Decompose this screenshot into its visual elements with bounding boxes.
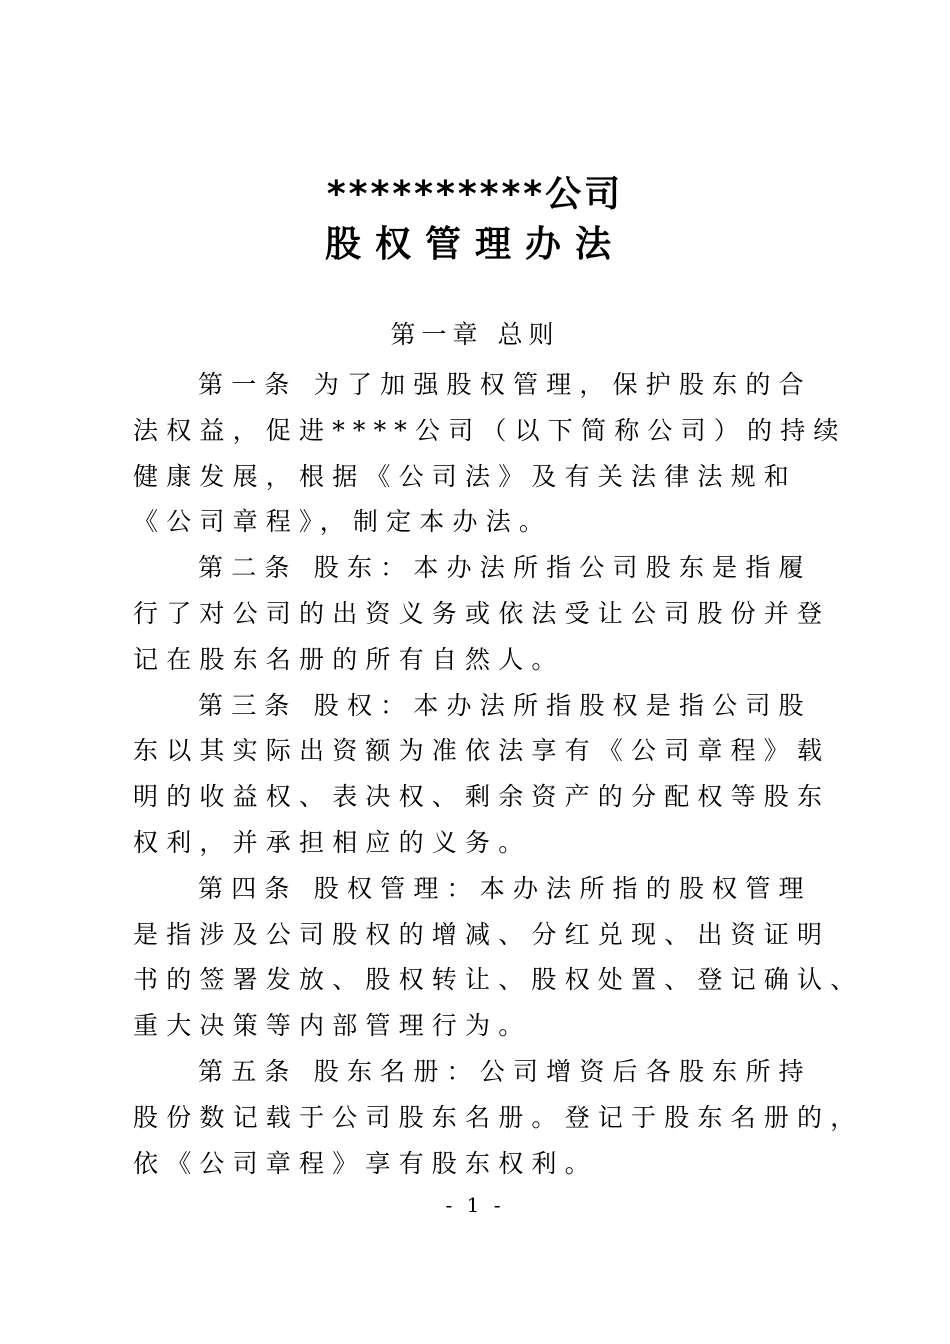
article-1-line-4: 《公司章程》，制定本办法。: [133, 507, 553, 537]
article-3-line-2: 东以其实际出资额为准依法享有《公司章程》载: [133, 736, 831, 766]
article-1-line-2: 法权益，促进****公司（以下简称公司）的持续: [133, 415, 847, 445]
article-2-line-2: 行了对公司的出资义务或依法受让公司股份并登: [133, 598, 831, 628]
article-3-line-4: 权利，并承担相应的义务。: [133, 827, 532, 857]
article-2-line-3: 记在股东名册的所有自然人。: [133, 644, 565, 674]
article-3-line-3: 明的收益权、表决权、剩余资产的分配权等股东: [133, 782, 831, 812]
article-2-line-1: 第二条 股东：本办法所指公司股东是指履: [198, 553, 812, 583]
page-number: - 1 -: [445, 1193, 505, 1217]
company-title: **********公司: [326, 174, 624, 215]
article-4-line-3: 书的签署发放、股权转让、股权处置、登记确认、: [133, 965, 864, 995]
article-4-line-1: 第四条 股权管理：本办法所指的股权管理: [198, 873, 812, 903]
article-1-line-3: 健康发展，根据《公司法》及有关法律法规和: [133, 461, 798, 491]
article-5-line-3: 依《公司章程》享有股东权利。: [133, 1148, 598, 1178]
article-1-line-1: 第一条 为了加强股权管理，保护股东的合: [198, 370, 812, 399]
body-text: [133, 362, 864, 1186]
article-4-line-4: 重大决策等内部管理行为。: [133, 1011, 532, 1041]
article-3-line-1: 第三条 股权：本办法所指股权是指公司股: [198, 690, 812, 720]
article-5-line-2: 股份数记载于公司股东名册。登记于股东名册的，: [133, 1102, 864, 1132]
document-title: 股权管理办法: [324, 224, 625, 265]
article-4-line-2: 是指涉及公司股权的增减、分红兑现、出资证明: [133, 919, 831, 949]
chapter-heading: 第一章 总则: [390, 320, 560, 349]
article-5-line-1: 第五条 股东名册：公司增资后各股东所持: [198, 1056, 812, 1086]
